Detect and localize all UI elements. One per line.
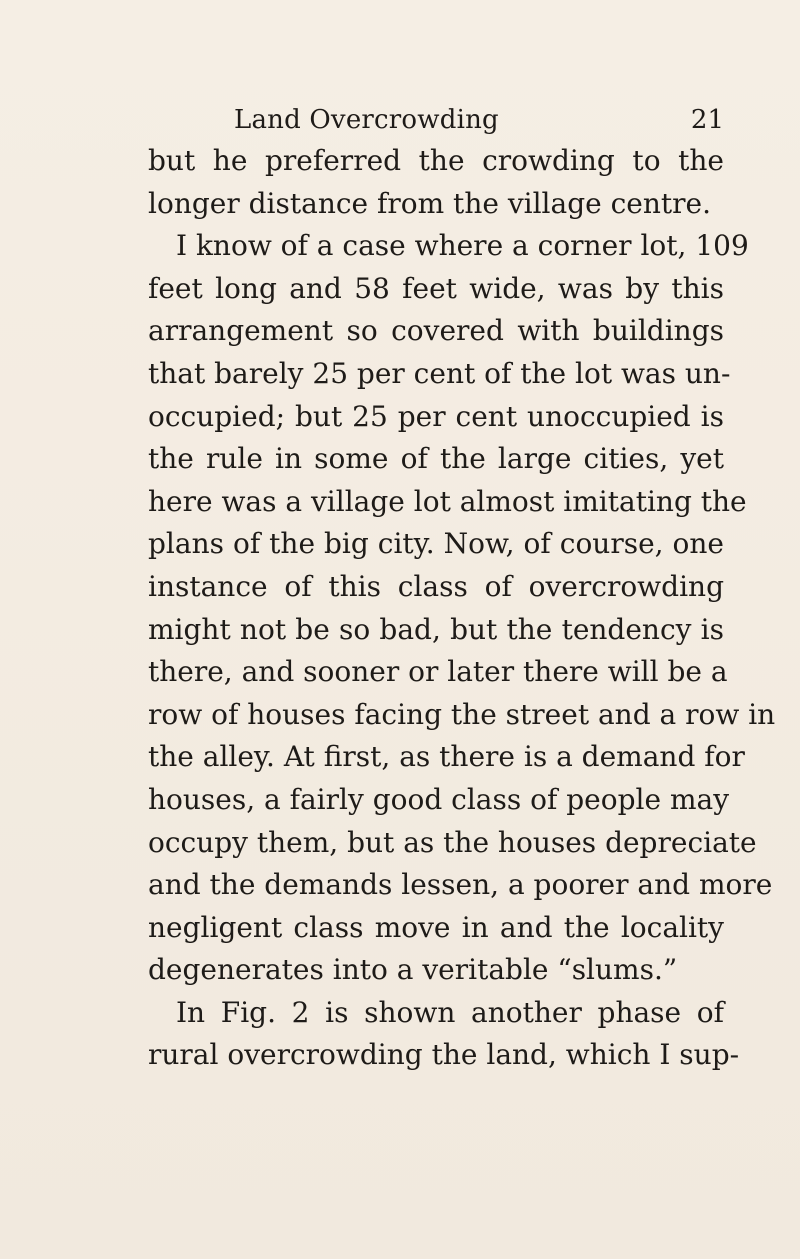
text-line: occupied; but 25 per cent unoccupied is: [148, 399, 724, 433]
text-line: negligent class move in and the locality: [148, 910, 724, 944]
text-line: plans of the big city. Now, of course, one: [148, 527, 724, 561]
text-line: here was a village lot almost imitating the: [148, 484, 747, 518]
text-line: the alley. At first, as there is a demand for: [148, 740, 745, 774]
text-line: I know of a case where a corner lot, 109: [176, 229, 749, 263]
text-line: the rule in some of the large cities, yet: [148, 442, 724, 476]
text-line: rural overcrowding the land, which I sup-: [148, 1038, 740, 1072]
text-line: row of houses facing the street and a row in: [148, 697, 776, 731]
running-head: [148, 100, 724, 140]
text-line: longer distance from the village centre.: [148, 186, 711, 220]
page-number: 21: [690, 105, 724, 135]
text-line: but he preferred the crowding to the: [148, 144, 724, 177]
text-line: there, and sooner or later there will be a: [148, 655, 728, 689]
text-line: instance of this class of overcrowding: [148, 569, 724, 603]
text-line: In Fig. 2 is shown another phase of: [176, 995, 724, 1029]
text-line: arrangement so covered with buildings: [148, 314, 724, 348]
text-line: houses, a fairly good class of people may: [148, 782, 730, 816]
text-line: and the demands lessen, a poorer and more: [148, 868, 773, 902]
text-line: occupy them, but as the houses depreciate: [148, 825, 757, 859]
text-line: that barely 25 per cent of the lot was un-: [148, 356, 731, 390]
body-text: [148, 140, 776, 1077]
text-line: degenerates into a veritable “slums.”: [148, 953, 678, 987]
text-line: feet long and 58 feet wide, was by this: [148, 271, 724, 305]
text-line: might not be so bad, but the tendency is: [148, 612, 724, 646]
running-head-title: Land Overcrowding: [234, 105, 499, 135]
